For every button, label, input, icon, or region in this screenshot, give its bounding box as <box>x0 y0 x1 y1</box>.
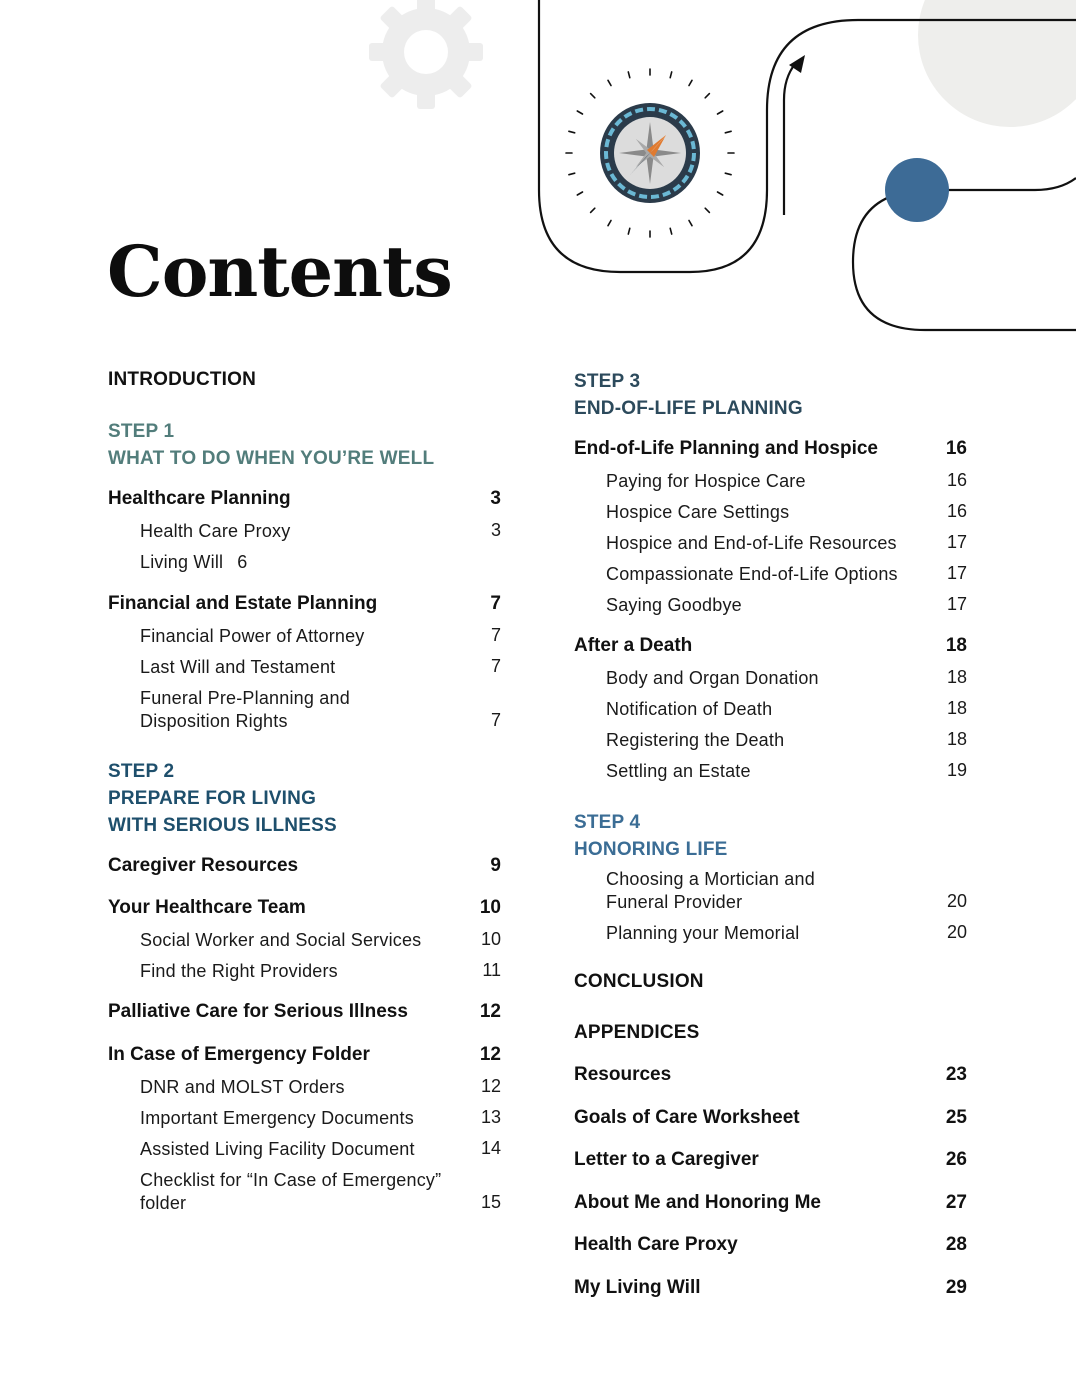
toc-page-number: 16 <box>945 438 967 459</box>
toc-subentry-settling-estate[interactable]: Settling an Estate <box>606 761 751 781</box>
toc-entry-healthcare-planning[interactable]: Healthcare Planning <box>108 488 291 509</box>
compass-tick <box>725 131 731 133</box>
toc-subentry-dnr-molst[interactable]: DNR and MOLST Orders <box>140 1077 345 1097</box>
toc-page-number: 16 <box>946 470 967 490</box>
toc-page-number: 10 <box>479 897 501 918</box>
toc-appendix-goals-of-care[interactable]: Goals of Care Worksheet <box>574 1107 800 1128</box>
compass-tick <box>569 173 575 175</box>
toc-page-number: 17 <box>946 532 967 552</box>
toc-subentry-line: Disposition Rights <box>140 711 288 731</box>
toc-entry-emergency-folder[interactable]: In Case of Emergency Folder <box>108 1044 370 1065</box>
step4-heading <box>574 809 728 863</box>
compass-tick <box>577 111 582 114</box>
step3-label: STEP 3 <box>574 371 641 392</box>
toc-subentry-planning-memorial[interactable]: Planning your Memorial <box>606 923 800 943</box>
toc-appendix-letter-caregiver[interactable]: Letter to a Caregiver <box>574 1149 759 1170</box>
decorative-path-arrow-line <box>784 64 795 215</box>
toc-page-number: 16 <box>946 501 967 521</box>
toc-subentry-find-providers[interactable]: Find the Right Providers <box>140 961 338 981</box>
toc-page-number: 29 <box>945 1277 967 1298</box>
toc-page-number: 20 <box>946 891 967 911</box>
toc-page-number: 15 <box>480 1192 501 1212</box>
toc-page-number: 11 <box>482 960 501 980</box>
toc-page-number: 17 <box>946 563 967 583</box>
appendices-heading: APPENDICES <box>574 1022 700 1043</box>
toc-subentry-label: Living Will <box>140 552 224 572</box>
toc-page-number: 12 <box>479 1044 501 1065</box>
toc-entry-caregiver-resources[interactable]: Caregiver Resources <box>108 855 299 876</box>
toc-page-number: 25 <box>945 1107 967 1128</box>
toc-subentry-assisted-living[interactable]: Assisted Living Facility Document <box>140 1139 415 1159</box>
toc-appendix-living-will[interactable]: My Living Will <box>574 1277 701 1298</box>
toc-entry-healthcare-team[interactable]: Your Healthcare Team <box>108 897 306 918</box>
compass-tick <box>670 72 672 78</box>
compass-tick <box>705 94 709 98</box>
toc-page-number: 17 <box>946 594 967 614</box>
toc-subentry-line: Funeral Provider <box>606 892 743 912</box>
compass-tick <box>689 221 692 226</box>
toc-page-number: 13 <box>480 1107 501 1127</box>
toc-page-number: 9 <box>490 855 501 876</box>
compass-tick <box>608 80 611 85</box>
toc-subentry-paying-hospice[interactable]: Paying for Hospice Care <box>606 471 806 491</box>
toc-subentry-funeral-preplanning[interactable] <box>140 687 350 733</box>
toc-entry-palliative-care[interactable]: Palliative Care for Serious Illness <box>108 1001 408 1022</box>
step3-heading <box>574 368 803 422</box>
toc-subentry-registering-death[interactable]: Registering the Death <box>606 730 785 750</box>
toc-page-number: 18 <box>945 635 967 656</box>
toc-subentry-compassionate-options[interactable]: Compassionate End-of-Life Options <box>606 564 898 584</box>
compass-tick <box>718 111 723 114</box>
toc-page-number: 28 <box>945 1234 967 1255</box>
toc-entry-financial-estate-planning[interactable]: Financial and Estate Planning <box>108 593 378 614</box>
compass-tick <box>569 131 575 133</box>
compass-tick <box>608 221 611 226</box>
toc-subentry-last-will[interactable]: Last Will and Testament <box>140 657 336 677</box>
step2-label: STEP 2 <box>108 761 175 782</box>
compass-icon <box>566 69 734 237</box>
toc-appendix-about-me[interactable]: About Me and Honoring Me <box>574 1192 821 1213</box>
toc-subentry-financial-poa[interactable]: Financial Power of Attorney <box>140 626 365 646</box>
toc-page-number: 10 <box>480 929 501 949</box>
step2-title-line2: WITH SERIOUS ILLNESS <box>108 815 337 836</box>
blue-dot <box>885 158 949 222</box>
toc-subentry-notification-death[interactable]: Notification of Death <box>606 699 773 719</box>
decorative-path-lower <box>853 178 1076 330</box>
toc-page-number: 7 <box>490 656 501 676</box>
toc-subentry-emergency-checklist[interactable] <box>140 1169 441 1215</box>
toc-appendix-health-care-proxy[interactable]: Health Care Proxy <box>574 1234 738 1255</box>
toc-appendix-resources[interactable]: Resources <box>574 1064 672 1085</box>
compass-tick <box>577 192 582 195</box>
toc-page-number: 20 <box>946 922 967 942</box>
toc-page-number: 12 <box>480 1076 501 1096</box>
gear-icon <box>369 0 483 109</box>
compass-tick <box>628 228 630 234</box>
compass-tick <box>591 94 595 98</box>
toc-page-number: 23 <box>945 1064 967 1085</box>
compass-tick <box>718 192 723 195</box>
step4-title: HONORING LIFE <box>574 839 728 860</box>
step3-title: END-OF-LIFE PLANNING <box>574 398 803 419</box>
toc-subentry-choosing-mortician[interactable] <box>606 868 815 914</box>
toc-subentry-hospice-settings[interactable]: Hospice Care Settings <box>606 502 790 522</box>
introduction-heading[interactable]: INTRODUCTION <box>108 369 257 390</box>
toc-entry-after-death[interactable]: After a Death <box>574 635 693 656</box>
toc-subentry-saying-goodbye[interactable]: Saying Goodbye <box>606 595 742 615</box>
toc-page-number: 27 <box>945 1192 967 1213</box>
toc-subentry-health-care-proxy[interactable]: Health Care Proxy <box>140 521 291 541</box>
conclusion-heading[interactable]: CONCLUSION <box>574 971 704 992</box>
compass-tick <box>591 208 595 212</box>
toc-entry-eol-planning-hospice[interactable]: End-of-Life Planning and Hospice <box>574 438 878 459</box>
toc-page-number: 19 <box>946 760 967 780</box>
toc-page-number: 7 <box>490 710 501 730</box>
toc-subentry-emergency-documents[interactable]: Important Emergency Documents <box>140 1108 414 1128</box>
compass-tick <box>689 80 692 85</box>
toc-page-number: 3 <box>490 488 501 509</box>
step1-label: STEP 1 <box>108 421 175 442</box>
toc-subentry-organ-donation[interactable]: Body and Organ Donation <box>606 668 819 688</box>
toc-page-number: 14 <box>480 1138 501 1158</box>
toc-subentry-line: folder <box>140 1193 187 1213</box>
toc-page-number: 18 <box>946 667 967 687</box>
step2-heading <box>108 758 337 839</box>
compass-tick <box>670 228 672 234</box>
step1-title: WHAT TO DO WHEN YOU’RE WELL <box>108 448 435 469</box>
step2-title-line1: PREPARE FOR LIVING <box>108 788 317 809</box>
compass-tick <box>628 72 630 78</box>
page-title: Contents <box>107 230 452 313</box>
toc-page-number: 26 <box>945 1149 967 1170</box>
compass-tick <box>705 208 709 212</box>
toc-subentry-living-will[interactable] <box>140 551 247 574</box>
toc-page-number: 18 <box>946 698 967 718</box>
toc-subentry-hospice-resources[interactable]: Hospice and End-of-Life Resources <box>606 533 897 553</box>
toc-page-number: 7 <box>490 625 501 645</box>
toc-page-number: 7 <box>490 593 501 614</box>
toc-subentry-social-worker[interactable]: Social Worker and Social Services <box>140 930 422 950</box>
compass-tick <box>725 173 731 175</box>
toc-page-number: 18 <box>946 729 967 749</box>
toc-page-number: 12 <box>479 1001 501 1022</box>
step1-heading <box>108 418 434 472</box>
toc-subentry-line: Choosing a Mortician and <box>606 869 815 889</box>
toc-page-number: 6 <box>237 552 248 572</box>
toc-subentry-line: Checklist for “In Case of Emergency” <box>140 1170 442 1190</box>
toc-page-number: 3 <box>490 520 501 540</box>
step4-label: STEP 4 <box>574 812 641 833</box>
toc-subentry-line: Funeral Pre-Planning and <box>140 688 350 708</box>
